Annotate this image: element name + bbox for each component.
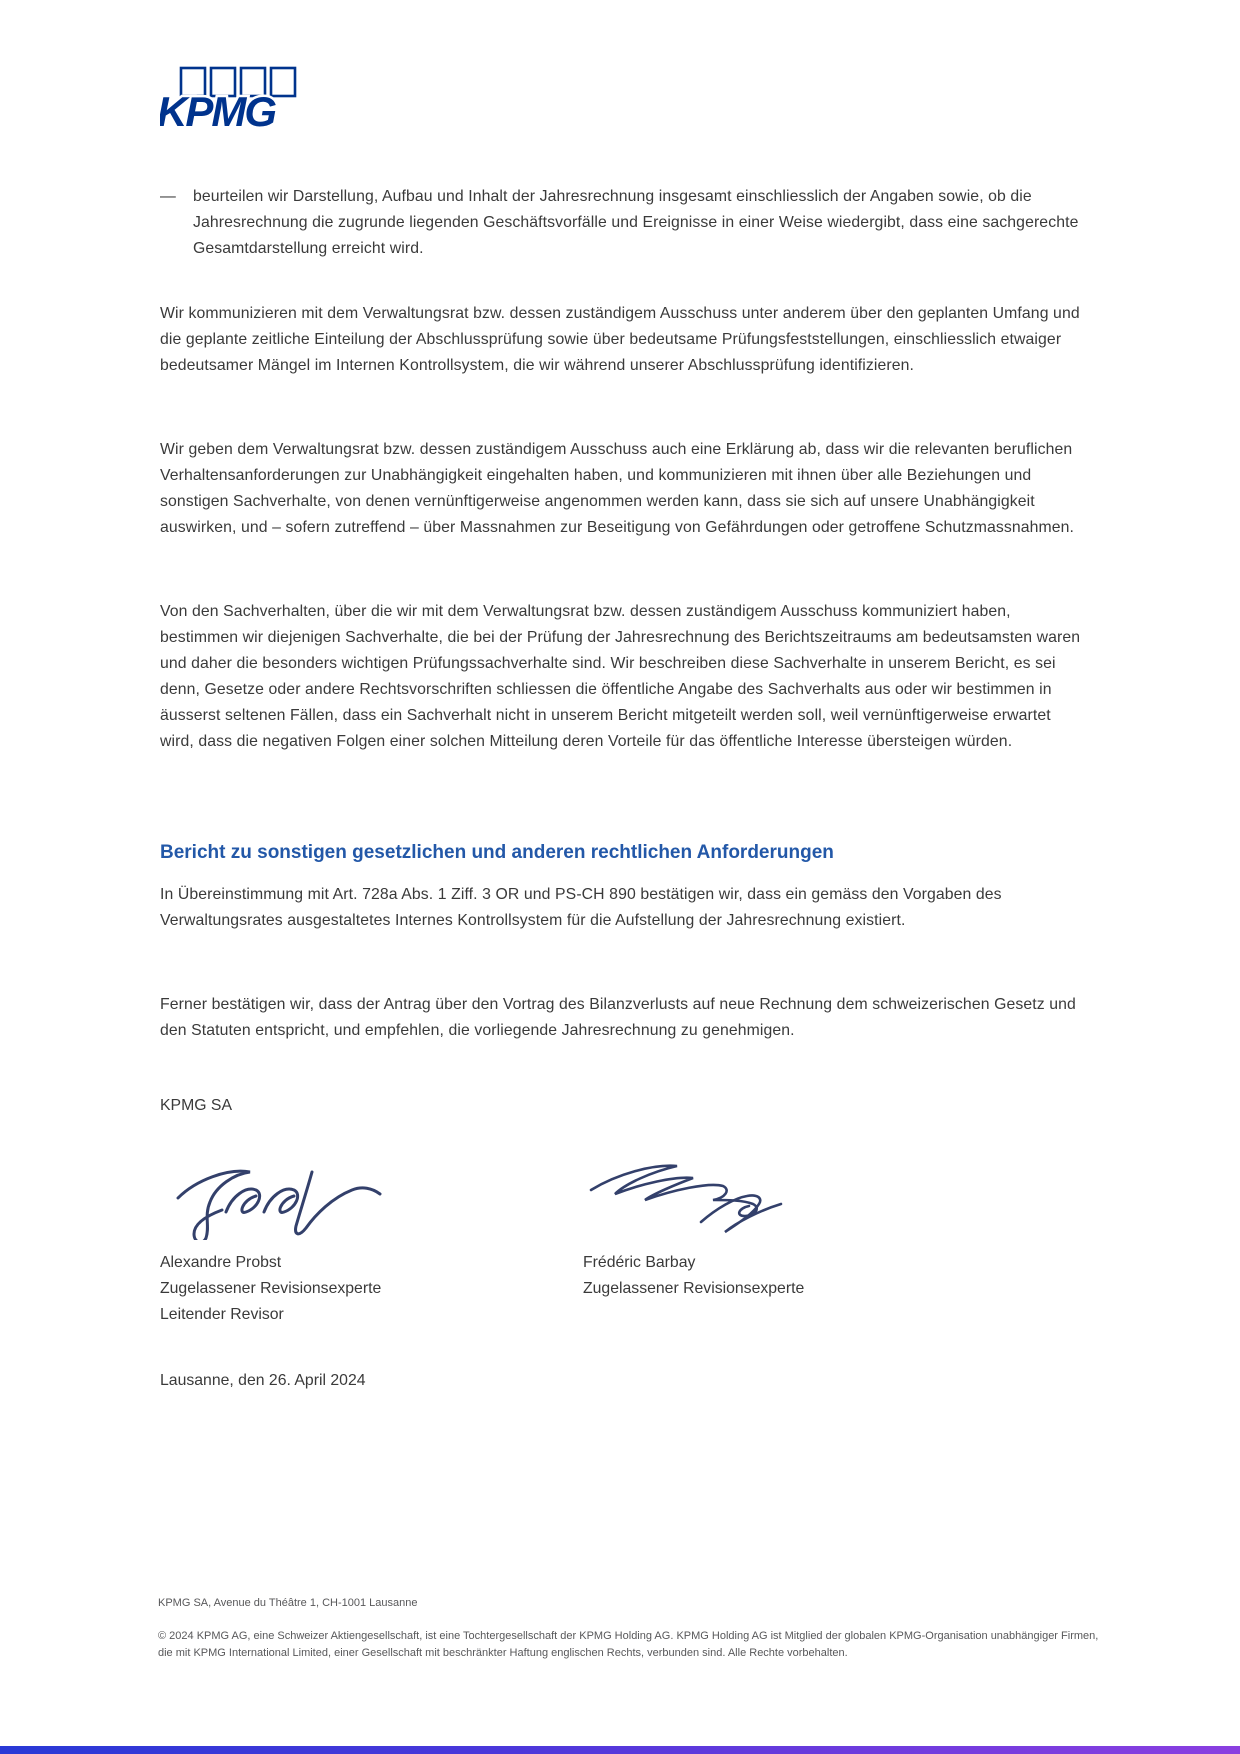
signature-frederic-barbay <box>585 1154 795 1242</box>
signer-role: Zugelassener Revisionsexperte <box>160 1280 382 1297</box>
signer-block-right <box>583 1250 804 1302</box>
paragraph-recommendation: Ferner bestätigen wir, dass der Antrag über den Vortrag des Bilanzverlusts auf neue Rechnung dem schweizerischen Gesetz und den Statuten entspricht, und empfehlen, die vorliegende Jahresrechnung zu genehmigen. <box>160 996 1076 1039</box>
paragraph-key-audit-matters: Von den Sachverhalten, über die wir mit dem Verwaltungsrat bzw. dessen zuständigem Ausschuss kommuniziert haben, bestimmen wir diejenigen Sachverhalte, die bei der Prüfung der Jahresrechnung des Berichtszeitraums am bedeutsamsten waren und daher die besonders wichtigen Prüfungssachverhalte sind. Wir beschreiben diese Sachverhalte in unserem Bericht, es sei denn, Gesetze oder andere Rechtsvorschriften schliessen die öffentliche Angabe des Sachverhalts aus oder wir bestimmen in äusserst seltenen Fällen, dass ein Sachverhalt nicht in unserem Bericht mitgeteilt werden soll, weil vernünftigerweise erwartet wird, dass die negativen Folgen einer solchen Mitteilung deren Vorteile für das öffentliche Interesse übersteigen würden. <box>160 603 1081 750</box>
signature-alexandre-probst <box>170 1148 410 1240</box>
svg-text:KPMG: KPMG <box>160 88 275 135</box>
signer-block-left <box>160 1250 381 1328</box>
footer-copyright: © 2024 KPMG AG, eine Schweizer Aktiengesellschaft, ist eine Tochtergesellschaft der KPMG Holding AG. KPMG Holding AG ist Mitglied der globalen KPMG-Organisation unabhängiger Firmen, die mit KPMG International Limited, einer Gesellschaft mit beschränkter Haftung englischen Rechts, verbunden sind. Alle Rechte vorbehalten. <box>158 1630 1099 1659</box>
bullet-paragraph <box>160 184 1085 262</box>
firm-name: KPMG SA <box>160 1097 232 1114</box>
place-date-line: Lausanne, den 26. April 2024 <box>160 1372 366 1389</box>
brand-gradient-bar <box>0 1746 1240 1754</box>
kpmg-logo <box>160 60 310 140</box>
footer-address: KPMG SA, Avenue du Théâtre 1, CH-1001 Lausanne <box>158 1597 418 1609</box>
signer-name: Frédéric Barbay <box>583 1254 696 1271</box>
paragraph-communication: Wir kommunizieren mit dem Verwaltungsrat bzw. dessen zuständigem Ausschuss unter anderem über den geplanten Umfang und die geplante zeitliche Einteilung der Abschlussprüfung sowie über bedeutsame Prüfungsfeststellungen, einschliesslich etwaiger bedeutsamer Mängel im Internen Kontrollsystem, die wir während unserer Abschlussprüfung identifizieren. <box>160 305 1080 374</box>
signer-role: Zugelassener Revisionsexperte <box>583 1280 805 1297</box>
section-heading: Bericht zu sonstigen gesetzlichen und anderen rechtlichen Anforderungen <box>160 842 834 863</box>
signature-row <box>160 1148 1085 1240</box>
kpmg-logo-graphic <box>160 60 310 140</box>
bullet-text: beurteilen wir Darstellung, Aufbau und Inhalt der Jahresrechnung insgesamt einschliesslich der Angaben sowie, ob die Jahresrechnung die zugrunde liegenden Geschäftsvorfälle und Ereignisse in einer Weise wiedergibt, dass eine sachgerechte Gesamtdarstellung erreicht wird. <box>193 188 1079 257</box>
bullet-dash: — <box>160 188 176 205</box>
signer-role: Leitender Revisor <box>160 1306 284 1323</box>
paragraph-internal-control: In Übereinstimmung mit Art. 728a Abs. 1 Ziff. 3 OR und PS-CH 890 bestätigen wir, dass ein gemäss den Vorgaben des Verwaltungsrates ausgestaltetes Internes Kontrollsystem für die Aufstellung der Jahresrechnung existiert. <box>160 886 1002 929</box>
paragraph-independence: Wir geben dem Verwaltungsrat bzw. dessen zuständigem Ausschuss auch eine Erklärung ab, dass wir die relevanten beruflichen Verhaltensanforderungen zur Unabhängigkeit eingehalten haben, und kommunizieren mit ihnen über alle Beziehungen und sonstigen Sachverhalte, von denen vernünftigerweise angenommen werden kann, dass sie sich auf unsere Unabhängigkeit auswirken, und – sofern zutreffend – über Massnahmen zur Beseitigung von Gefährdungen oder getroffene Schutzmassnahmen. <box>160 441 1075 536</box>
signer-name: Alexandre Probst <box>160 1254 282 1271</box>
